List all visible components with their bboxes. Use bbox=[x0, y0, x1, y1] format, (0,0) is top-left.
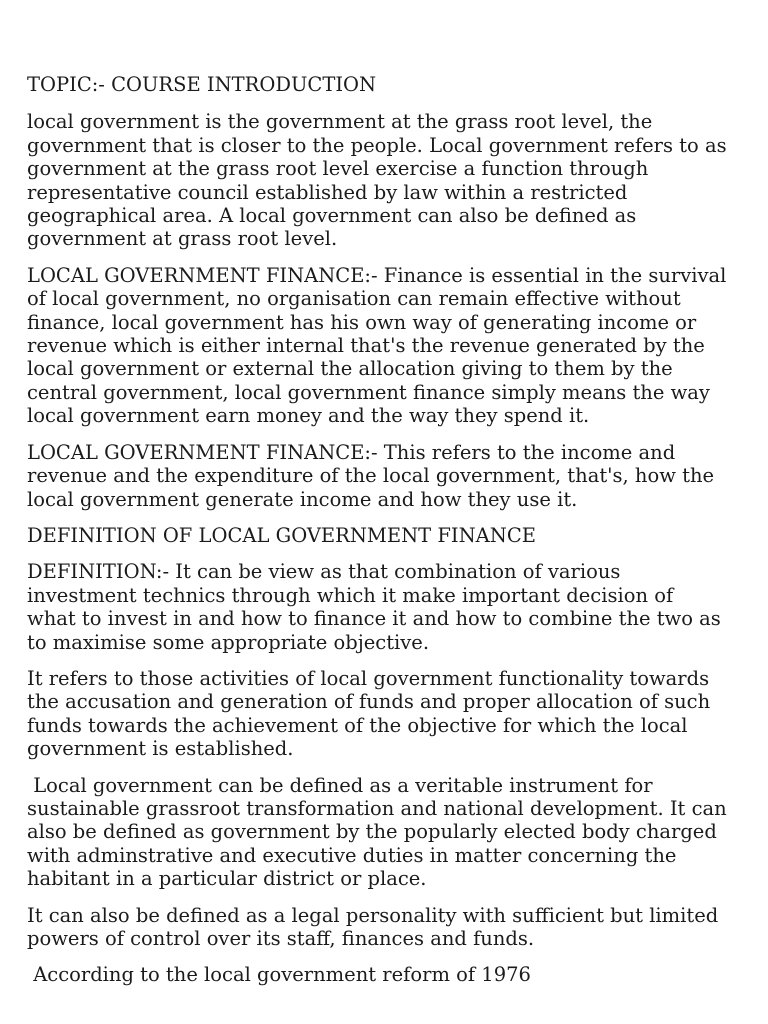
paragraph-reform-1976: According to the local government reform of 1976 bbox=[27, 963, 531, 987]
paragraph-activities: It refers to those activities of local government functionality towards the accusation and generation of funds and proper allocation of such funds towards the achievement of the objective for which the local government is established. bbox=[27, 666, 717, 761]
paragraph-finance-essential: LOCAL GOVERNMENT FINANCE:- Finance is essential in the survival of local government, no organisation can remain effective without finance, local government has his own way of generating income or revenue which is either internal that's the revenue generated by the local government or external the allocation giving to them by the central government, local government finance simply means the way local government earn money and the way they spend it. bbox=[27, 263, 733, 428]
paragraph-finance-refers: LOCAL GOVERNMENT FINANCE:- This refers to the income and revenue and the expenditure of the local government, that's, how the local government generate income and how they use it. bbox=[27, 440, 721, 511]
topic-heading: TOPIC:- COURSE INTRODUCTION bbox=[27, 73, 377, 96]
paragraph-definition: DEFINITION:- It can be view as that combination of various investment technics through which it make important decision of what to invest in and how to finance it and how to combine the two as to maximise some appropriate objective. bbox=[27, 560, 728, 654]
paragraph-legal-personality: It can also be defined as a legal personality with sufficient but limited powers of control over its staff, finances and funds. bbox=[27, 903, 725, 950]
paragraph-veritable-instrument: Local government can be defined as a veritable instrument for sustainable grassroot transformation and national development. It can also be defined as government by the popularly elected body charged with adminstrative and executive duties in matter concerning the habitant in a particular district or place. bbox=[27, 773, 733, 891]
document-page bbox=[27, 73, 733, 1000]
paragraph-intro: local government is the government at the grass root level, the government that is closer to the people. Local government refers to as government at the grass root level exercise a function through representative council established by law within a restricted geographical area. A local government can also be defined as government at grass root level. bbox=[27, 110, 733, 251]
section-heading-definition: DEFINITION OF LOCAL GOVERNMENT FINANCE bbox=[27, 523, 536, 547]
